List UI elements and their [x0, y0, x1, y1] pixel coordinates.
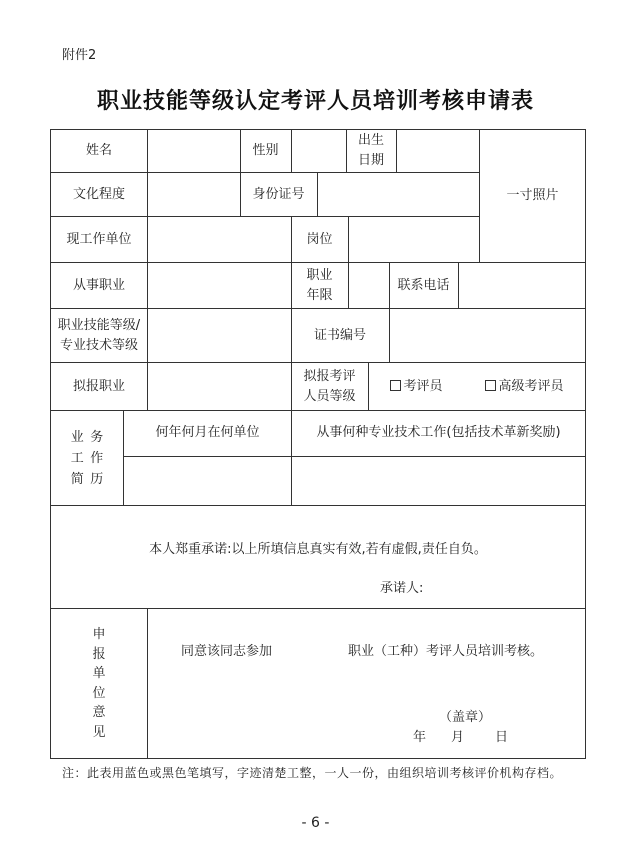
occupation-field[interactable]	[148, 263, 291, 308]
skill-level-label	[51, 309, 147, 362]
row-divider	[51, 505, 585, 506]
resume-work-field[interactable]	[292, 457, 585, 505]
agree-suffix-text: 职业（工种）考评人员培训考核。	[348, 644, 544, 659]
option-examiner[interactable]	[390, 377, 442, 397]
checkbox-icon[interactable]	[390, 380, 401, 391]
birth-label-line1: 出生	[357, 133, 384, 148]
pledger-signature-field[interactable]	[431, 574, 531, 596]
page-number: - 6 -	[301, 815, 330, 831]
resume-label-line3: 简 历	[70, 471, 104, 487]
option-examiner-text: 考评员	[403, 378, 443, 394]
option-senior-examiner-text: 高级考评员	[498, 378, 564, 394]
examiner-level-label	[291, 363, 368, 410]
resume-label	[51, 411, 123, 505]
checkbox-icon[interactable]	[485, 380, 496, 391]
agree-prefix-text: 同意该同志参加	[181, 644, 273, 659]
years-label	[291, 263, 348, 308]
post-field[interactable]	[349, 217, 479, 262]
resume-col-time-place-header: 何年何月在何单位	[155, 425, 260, 440]
employer-label: 现工作单位	[66, 231, 132, 247]
unit-opinion-char: 意	[92, 705, 106, 720]
education-label: 文化程度	[72, 186, 125, 202]
form-title: 职业技能等级认定考评人员培训考核申请表	[96, 88, 534, 114]
date-month-label: 月	[451, 730, 465, 745]
years-label-line1: 职业	[306, 267, 333, 283]
name-label: 姓名	[85, 143, 112, 158]
form-note: 注：此表用蓝色或黑色笔填写，字迹清楚工整，一人一份，由组织培训考核评价机构存档。	[62, 766, 563, 780]
pledge-text: 本人郑重承诺:以上所填信息真实有效,若有虚假,责任自负。	[149, 542, 487, 557]
gender-label: 性别	[252, 143, 279, 158]
years-field[interactable]	[349, 263, 389, 308]
birth-label-line2: 日期	[357, 153, 384, 168]
option-senior-examiner[interactable]	[485, 377, 563, 397]
post-label: 岗位	[306, 231, 333, 247]
examiner-level-label-line2: 人员等级	[303, 388, 356, 404]
unit-opinion-char: 单	[92, 666, 106, 681]
certificate-label: 证书编号	[313, 327, 366, 343]
resume-label-line2: 工 作	[70, 450, 104, 466]
employer-field[interactable]	[148, 217, 291, 262]
name-field[interactable]	[148, 130, 240, 172]
resume-label-line1: 业 务	[70, 429, 104, 445]
phone-label: 联系电话	[397, 277, 450, 293]
col-divider	[147, 608, 148, 758]
gender-field[interactable]	[292, 130, 346, 172]
birth-date-label	[346, 130, 396, 172]
date-day-label: 日	[495, 730, 509, 745]
unit-opinion-label	[51, 609, 147, 758]
pledger-label: 承诺人:	[380, 581, 424, 596]
attachment-label: 附件2	[62, 48, 97, 63]
skill-level-field[interactable]	[148, 309, 291, 362]
unit-opinion-char: 见	[92, 724, 106, 740]
date-year-label: 年	[413, 730, 427, 745]
education-field[interactable]	[148, 173, 240, 216]
applied-occupation-field[interactable]	[148, 363, 291, 410]
agree-occupation-field[interactable]	[283, 635, 343, 659]
skill-level-label-line2: 专业技术等级	[59, 337, 138, 353]
unit-opinion-char: 报	[92, 646, 106, 662]
examiner-level-label-line1: 拟报考评	[303, 368, 356, 384]
seal-label: （盖章）	[439, 710, 492, 725]
photo-box[interactable]: 一寸照片	[506, 188, 559, 203]
application-form-table	[50, 129, 586, 759]
id-number-label: 身份证号	[252, 186, 305, 202]
unit-opinion-char: 申	[92, 627, 106, 642]
id-number-field[interactable]	[318, 173, 479, 216]
skill-level-label-line1: 职业技能等级/	[57, 317, 141, 333]
unit-opinion-char: 位	[92, 685, 106, 701]
birth-date-field[interactable]	[397, 130, 479, 172]
resume-time-place-field[interactable]	[124, 457, 291, 505]
resume-col-work-header: 从事何种专业技术工作(包括技术革新奖励)	[316, 425, 561, 440]
examiner-level-options	[369, 363, 585, 410]
certificate-field[interactable]	[390, 309, 585, 362]
phone-field[interactable]	[459, 263, 585, 308]
years-label-line2: 年限	[306, 287, 333, 303]
occupation-label: 从事职业	[72, 277, 125, 293]
applied-occupation-label: 拟报职业	[72, 378, 125, 394]
